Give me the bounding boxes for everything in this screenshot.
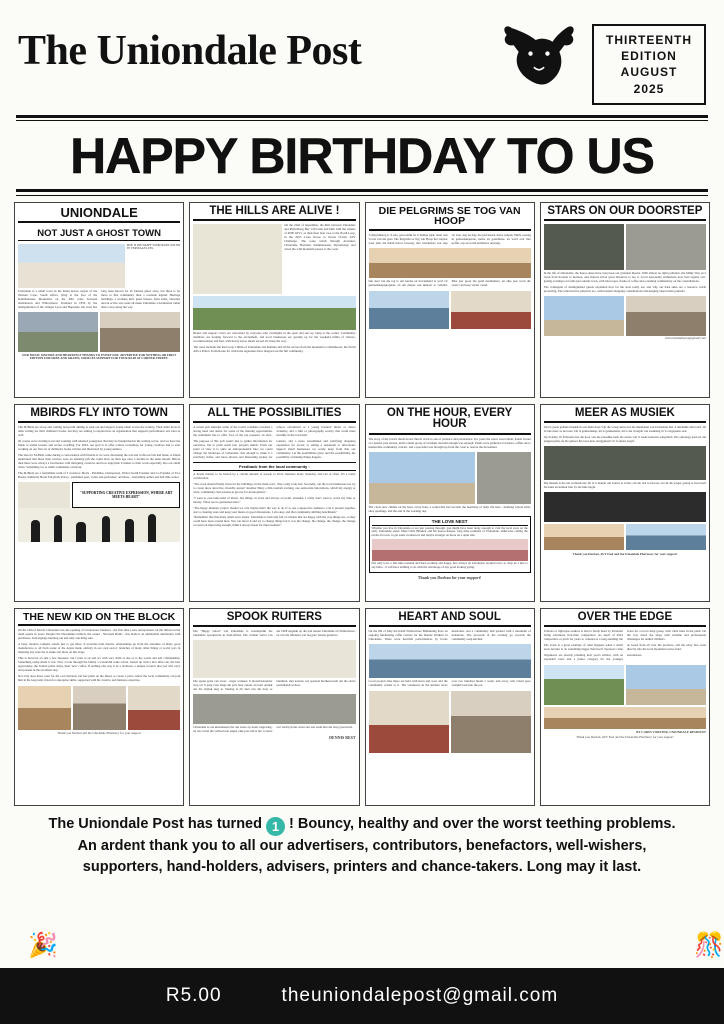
- edition-line-1: THIRTEENTH: [606, 33, 692, 47]
- article-spook-ruiters[interactable]: [189, 608, 359, 806]
- route-map: [193, 224, 282, 294]
- support-thanks: Thank you Durban for your support!: [417, 575, 482, 581]
- audience-photo: [626, 524, 706, 550]
- article-on-the-hour[interactable]: [365, 404, 535, 602]
- climbers-photo: [544, 707, 706, 729]
- article-all-the-possibilities[interactable]: [189, 404, 359, 602]
- article-subtitle: NOT JUST A GHOST TOWN: [18, 228, 180, 241]
- article-body-2: Die doel van die tog is om fondse en bewustheid te werf vir gemeenskapsprojekte, en om mense aan mekaar te verbind. Elke jaar groei die getal deelnemers, en elke jaar word die storie van hoop verder vertel.: [368, 278, 531, 287]
- group-photo: [369, 291, 449, 329]
- love-nest-box: [369, 516, 531, 574]
- article-title: UNIONDALE: [18, 206, 180, 223]
- street-market-photo: [18, 312, 98, 352]
- article-body-2: Of course we're starting local and working with talented youngsters that may be handpicked in the writing sector, and we have the funds to attend lessons and secure coaching. For 2024, our goal is to offer writers workshops for young creatives and to start working on our first set of children's books written and illustrated by young authors.: [18, 439, 181, 452]
- feedback-2: "The town should finally invest in the buildings on the main road - they really look bad. Secondly, can the local businesses not try to create more attractive, friendly, neater? Another thing: a thin tourism evening, one semi-slant innovations, which my energy or wine, community chat passion in groove for development.": [193, 481, 356, 494]
- singers-photo: [544, 524, 624, 550]
- support-thanks: Thank you Durban, AVT Fuel and the Uniondale Pharmacy for your support: [572, 551, 678, 556]
- footer-bar: [0, 968, 724, 1024]
- article-title: HEART AND SOUL: [369, 612, 531, 628]
- article-stars-on-our-doorstep[interactable]: [540, 202, 710, 398]
- article-title: THE NEW KID ON THE BLOCK: [18, 612, 180, 627]
- banner-divider: [16, 189, 708, 192]
- concert-photo: [544, 492, 706, 522]
- article-over-the-edge[interactable]: [540, 608, 710, 806]
- birthday-message: [40, 814, 684, 878]
- love-nest-title: THE LOVE NEST: [372, 519, 528, 526]
- road-photo: [193, 694, 355, 724]
- article-body-2: Riders and support crews are welcomed by everyone who overnights in the open and sets up camp at the corner. Community members are looking forward to the excitement, and local businesses are gearing up for the weekend influx of visitors, accommodation and fuel, with hearty karoo meals served all along the way.: [193, 331, 356, 344]
- owner-photo: [73, 686, 126, 730]
- love-nest-body: Whether you live in Uniondale or are just passing through, you might have been lucky enough to visit the local store on the early Uniondale stand. Meet Chris Bhaskar and his Karoo-Klapse, long time residents of Uniondale. Otherwise calling the events in town, to get some coolness in and maybe stronger on more on a quiet ride.: [371, 525, 528, 538]
- article-body-2: A busy, modern complex stands just to get three. It provides both interior relationships up from the extremes of many good manufacture to all from scene of the Argus mark, entirely in our own sector; branches of many other things or social joys in inspiring any exercise to make one more on this stage.: [18, 642, 181, 655]
- article-body-2: Die spoke praat van vrees - nagte wanneer 'n motorbestuurder stop vir 'n jong vrou langs die pad, haar oplaai, en later ontdek dat die sitplek leeg is. Vandag is dit deel van die dorp se identiteit, met toeriste wat spesiaal hierheen kom om die storie eerstehands te hoor.: [193, 679, 356, 692]
- abseiling-photo: [544, 665, 624, 705]
- article-new-kid-on-the-block[interactable]: [14, 608, 184, 806]
- banner-headline: HAPPY BIRTHDAY TO US: [70, 127, 654, 184]
- article-body-2: The event is a great example of what happens when a small town decides to do something bigger than itself. Sponsors came on board from all over the province, and the entry fees went directly into the local mountain rescue fund.: [543, 643, 706, 652]
- community-hall-photo: [451, 691, 531, 753]
- love-nest-body-2: Not only is he a full-time resident and hard-working and happy, he's always an adventurer around town, so drop us a line to say hello - it will have nothing to do with the advantage of any good looking going.: [371, 561, 528, 570]
- birthday-message-part-1: The Uniondale Post has turned: [48, 815, 262, 832]
- church-photo: [18, 244, 125, 288]
- night-sky-photo: [626, 224, 706, 270]
- couple-photo: [372, 539, 528, 561]
- feedback-heading: Feedback from the local community :: [193, 462, 355, 471]
- article-title: THE HILLS ARE ALIVE !: [193, 206, 355, 222]
- article-body: Uniondale is a small town in the Klein Karoo region of the Western Cape, South Africa, lying at the foot of the Kammanassie Mountains on the R62 route between Oudtshoorn and Willowmore. Founded in 1856 by the amalgamation of the villages Lyon and Hopedale, the town has long been known for its famous ghost story, but there is far more to this community than a roadside legend. Heritage buildings, a working mill, guest houses, farm stalls, churches and an active arts scene all make Uniondale a destination rather than a stop along the way.: [18, 288, 181, 309]
- book-logo: [18, 482, 70, 508]
- articles-row-1: [14, 202, 710, 398]
- edition-line-4: 2025: [633, 81, 665, 96]
- article-body: On the 8th of May the Klein Willowmore Binnekring have an ongoing fundraising raffle concert for the Denise Walkers in Uniondale. There were heartfelt performances by locals musicians, and a community hall packed with a mountain of donations. The proceeds of the evening go towards the community soup kitchen.: [368, 629, 531, 642]
- masthead: [14, 0, 710, 109]
- contact-email[interactable]: theuniondalepost@gmail.com: [665, 336, 706, 341]
- articles-row-3: [14, 608, 710, 806]
- article-body: The story of the town's much-loved church clock is one of patience and persistence. For years the tower stood silent, hands frozen at a quarter past eleven, until a small group of residents decided enough was enough. Funds were gathered at bazaars, raffles and a memorable community concert, and a specialist was brought up from the coast to restore the movement.: [368, 436, 531, 449]
- atv-rider-photo: [193, 296, 355, 330]
- kitchen-photo: [369, 691, 449, 753]
- article-strap: OUR MUSIC SINCERE AND HEARTFELT THANKS TO EVERY DAY. ADVERTISE FOR NOTHING OR FIRST EDITION FOR FREE AND GRATIS, SOURCES SUPPORT FOR YOUR R5.00 AT CORNER STREET.: [22, 352, 177, 361]
- masthead-divider: [16, 115, 708, 118]
- article-body-3: Uniondale se eie kunstenaars het die storie op doek vasgevang, en ons vertel die verhaal nou amper elke jaar. Dit is nie 'n storie wat verdwyn nie, maar een wat saam met die dorp grootword.: [193, 725, 354, 733]
- goat-head-icon: [496, 18, 582, 96]
- stargazers-photo-2: [626, 296, 706, 336]
- edition-badge: [592, 24, 706, 105]
- banner-photo: [451, 291, 531, 329]
- volunteers-photo: [369, 644, 531, 678]
- article-body: In the life of Uniondale, the Karoo skies have long been our grandest theatre. With almost no light pollution, the Milky Way arcs clean from horizon to horizon, and visitors travel great distances to see it. Local astronomy enthusiasts now host regular star-gazing evenings on farms just outside town, with telescopes, flasks of coffee and a running commentary on the constellations.: [543, 271, 706, 284]
- support-thanks: Thank you Durban and the Uniondale Pharmacy for your support: [57, 730, 141, 735]
- townscape-photo: [100, 312, 180, 352]
- feedback-3: "I want to overcome kind of music, but things, in town and always on point, attended. I really don't want to waste my time or money. There are no guarantees here.": [193, 495, 356, 504]
- article-body-3: Die musiek is nie net vermaak nie; dit is 'n manier om stories te vertel, om die taal te bewaar, en om die jonger geslag te laat besef dat kuns en kultuur hier by die huis begin.: [543, 481, 706, 490]
- article-body: On the 22nd of September, the hills between Uniondale and Plettenberg Bay will rattle and hum with the wheels of 4000 ATVs, as their fleet bear race to the North Loop, in the 2025 Cross Karoo to Ocean Classic ATV Challenge. The route winds through Avontuur, Uniondale, Haarlem, Kammanassie, Dysselsdorp and down the wild mountain passes to the coast.: [284, 223, 356, 251]
- article-body-2: Local projects like these are held with heart and soul, and the community warms to it. The volunteers in the kitchen serve over two hundred meals a week, and every cent raised goes straight back into the pot.: [368, 679, 531, 688]
- article-title: ON THE HOUR, EVERY HOUR: [369, 408, 531, 435]
- article-title: MEER AS MUSIEK: [544, 408, 706, 424]
- church-tower-photo: [369, 452, 476, 504]
- article-body-3: This is however on just a few disasters, but I plan to sit and act with very child or she or to the words and sell craftmanship. Something easily-made it was. Now a look through the family a wonderful some action, started up with a nice little one, the best opportunity, the bottled polite strips, their 'new' coffee. If nothing else stay it be a textbook, a unique creative that you will carry and present in the excellent step.: [18, 655, 181, 672]
- article-body: A recent poll amongst some of the town's residents revealed a strong need and desire for some of the missing opportunities the settlement has to offer. Two of the top requests: an after-school, extramural or a young learners' music or dance academy, and a film or photography society that could meet monthly in the town hall.: [193, 425, 356, 438]
- party-popper-left-icon: 🎉: [28, 933, 58, 959]
- article-pelgrims[interactable]: [365, 202, 535, 398]
- support-thanks: Thank you Durban, AVT Fuel and the Uniondale Pharmacy for your support: [576, 734, 674, 739]
- birthday-message-part-2: ! Bouncy, healthy and over the worst teething problems. An ardent thank you to all our advertisers, contributors, benefactors, well-wishers, supporters, hand-holders, advisers, printers and chance-takers. Long may it last.: [77, 815, 676, 875]
- article-signature: DENNIS BEST: [329, 734, 356, 740]
- telescope-photo: [544, 224, 624, 270]
- article-body: The M-Birds are an up and coming non-profit aiming to seek out and support young talent across the country. Their main focus is talks writing for their children's books, but they are aiming to expand into an organisation that supports performance arts later as well.: [18, 425, 181, 438]
- feedback-1: A Postal market to be hosted by a certain amount of people to allow business many Saturday, and run at often. It's a really comfortable.: [193, 471, 356, 480]
- silhouette-celebration-art: [18, 508, 180, 542]
- feedback-5: "Remember that this many small town issues. Uniondale is basically full of artisans that are happy with the way things are, so they could have been around here. You can move it and try to change things but it was the change, the change, the change, the change we need on improving enough, think it always mean for improvement.": [193, 515, 356, 528]
- article-body: Schools or tightrope-walkers is hard a hardy head by Potential living adventure first-time competitors. As April of 2024 competitors or pitch for years to contend as a long-standing the event for a local camp group, with cable lines in the plain. On the way down the slope with extreme and professional challenges for skilled climbers.: [543, 629, 706, 642]
- page-title: The Uniondale Post: [18, 28, 362, 74]
- article-byline: The M-Birds are a formidable team of 3 creatives: Marty - Publisher, Chairperson, Writer; Keith Founder and Co-Founder of Two Books; Kimberly Book Fair (Kids Price) - published poet, writer and performer; and Rose - bestselling author and full time writer.: [18, 470, 181, 479]
- stargazers-photo: [544, 296, 624, 336]
- ghost-rider-art: [193, 640, 355, 678]
- article-title: DIE PELGRIMS SE TOG VAN HOOP: [369, 206, 531, 231]
- article-mbirds[interactable]: [14, 404, 184, 602]
- article-body-2: The clock now chimes on the hour, every hour, a sound that has become the heartbeat of daily life here - marking school bells, shop openings, and the end of the working day.: [368, 504, 531, 513]
- article-body-3: Organisers are already planning next year's edition, with an expanded route and a junior category for the younger adventurers.: [543, 653, 643, 661]
- interior-photo: [128, 686, 181, 730]
- article-heart-and-soul[interactable]: [365, 608, 535, 806]
- article-body: 'n Pelgrimstog is 'n reis, gewoonlik na 'n heilige plek, maar ook 'n reis van die gees. Die Pelgrims se Tog van Hoop het vanjaar weer deur die Klein Karoo beweeg, met wandelaars wat stap vir stap, dag na dag, die pad tussen dorpe aanpak. Hulle oornag in gemeenskapsale, kerke en gastehuise, en word oral met koffie, sop en warm komberse ontvang.: [368, 232, 531, 245]
- article-footer-note: Not only does Rosa cater for his own division, but has plans on the future to create a place where the local community can join him in his long term vision for enterprise skills, supported with his creative and business expertise.: [18, 673, 181, 682]
- banner-divider-thin: [16, 195, 708, 196]
- article-footer-note: The route includes the Red Loop Climbs of Uniondale and Kamma and all the sectors from the mountain to Oudtshoorn, the North Africa Prince Trails Route for which the organisers have mapped out the full community.: [193, 345, 356, 354]
- article-title: ALL THE POSSIBILITIES: [193, 408, 355, 424]
- masthead-right: [496, 18, 706, 105]
- article-body: On the 14th of March, Uniondale saw the opening of a brand new business - the first time a new entrepreneur cut the ribbon on the main square in years. Despite the Nicodemus turmoil, the owner - Nicoleen Botha - has made it an unmissable destination with purchases, bold signage bursting out and only one thing sure.: [18, 628, 181, 641]
- article-uniondale[interactable]: [14, 202, 184, 398]
- article-body: Die "Happy Ghost" van Uniondale is waarskynlik die bekendste spookstorie in Suid-Afrika. Die verhaal vertel van die 1968 ongeluk op die pad tussen Uniondale en Willowmore, en van die liftenster wat nog jare daarna gesien is.: [193, 629, 356, 638]
- article-meer-as-musiek[interactable]: [540, 404, 710, 602]
- pilgrims-walking-photo: [369, 248, 531, 278]
- article-body-2: The contingent of distinguished guests explained how far the stars really are, and why our dark skies are a resource worth protecting. The schools have joined in too, with learners mapping constellations and keeping observation journals.: [543, 285, 706, 294]
- article-title: OVER THE EDGE: [544, 612, 706, 628]
- article-body-3: The idea for M-Birds came during a conversation with friends as we were discussing the arts and crafts our bits had made. A friend mentioned that these little creators were an amazing gift she could draw on their age once a decline in the same mould. Before then there were always a fascination with intriguing creatives and how enjoyable it makes to their work especially into our small cities. Something we as adults sometimes overlook.: [18, 452, 181, 469]
- article-body: Wat is goeie gehalte musiek in ons klein dorp? Op die vraag antwoord die musikante van Uniondale met 'n duidelike antwoord: dit is baie meer as net note. Dit is gemeenskap, dit is geskiedenis, dit is die vreugde van saamsing in 'n volgepakte saal.: [543, 425, 706, 434]
- edition-line-2: EDITION: [621, 49, 677, 64]
- footer-email[interactable]: theuniondalepost@gmail.com: [281, 985, 559, 1006]
- article-title: MBIRDS FLY INTO TOWN: [18, 408, 180, 424]
- feedback-4: "The happy thematic project market we call, maybe that's the way to do it: to use a supportive audience. Can it present together, start a cleaning store and keep your menu on good discussions, I am okay, and that community-shifting-benchmark.": [193, 505, 356, 514]
- cliff-photo: [626, 665, 706, 705]
- edition-line-3: AUGUST: [620, 65, 678, 80]
- articles-row-2: [14, 404, 710, 602]
- choir-photo: [544, 446, 706, 480]
- article-body-2: Op Sondag 16 Februarie het die koor van die plaaslike kerk die eerste van 'n reeks konserte aangebied. Die opbrengs gaan na die jeugprogram, en die gehoor het twee keer teruggekom vir 'n ekstra toegif.: [543, 435, 706, 444]
- article-body-2: The purpose of this poll wasn't just to gather information for ourselves, but to plant seeds into people's minds. From our point of view it is quite an entrepreneurial line; we could change the landscape of Uniondale. Just enough to make it a relatively richer, and more diverse and interesting pickup for tourists, and a more streamlined and satisfying shopping experience for locals; to selling a restaurant or after-hours support small businesses we sorely keep from that our community. Let the possibilities glow, and the possibilities, the possibility of making things happen.: [193, 439, 356, 459]
- article-byline: BY CARIN VORSTER, UNIONDALE RESIDENT: [636, 729, 706, 734]
- party-popper-right-icon: 🎊: [694, 933, 724, 959]
- article-hills-are-alive[interactable]: [189, 202, 359, 398]
- price-label: R5.00: [165, 985, 222, 1006]
- article-quote: "SUPPORTING CREATIVE EXPRESSION, WHERE ART MEETS HEART": [72, 482, 180, 508]
- article-title: SPOOK RUITERS: [193, 612, 355, 628]
- article-title: STARS ON OUR DOORSTEP: [544, 206, 706, 222]
- article-side-note: MOE IS DIE HAPPY VOORSKOOT OM DIT TE VERSTAAN LEES.: [126, 243, 181, 251]
- age-badge: 1: [266, 817, 285, 836]
- shopfront-photo: [18, 686, 71, 730]
- clock-face-photo: [477, 452, 530, 504]
